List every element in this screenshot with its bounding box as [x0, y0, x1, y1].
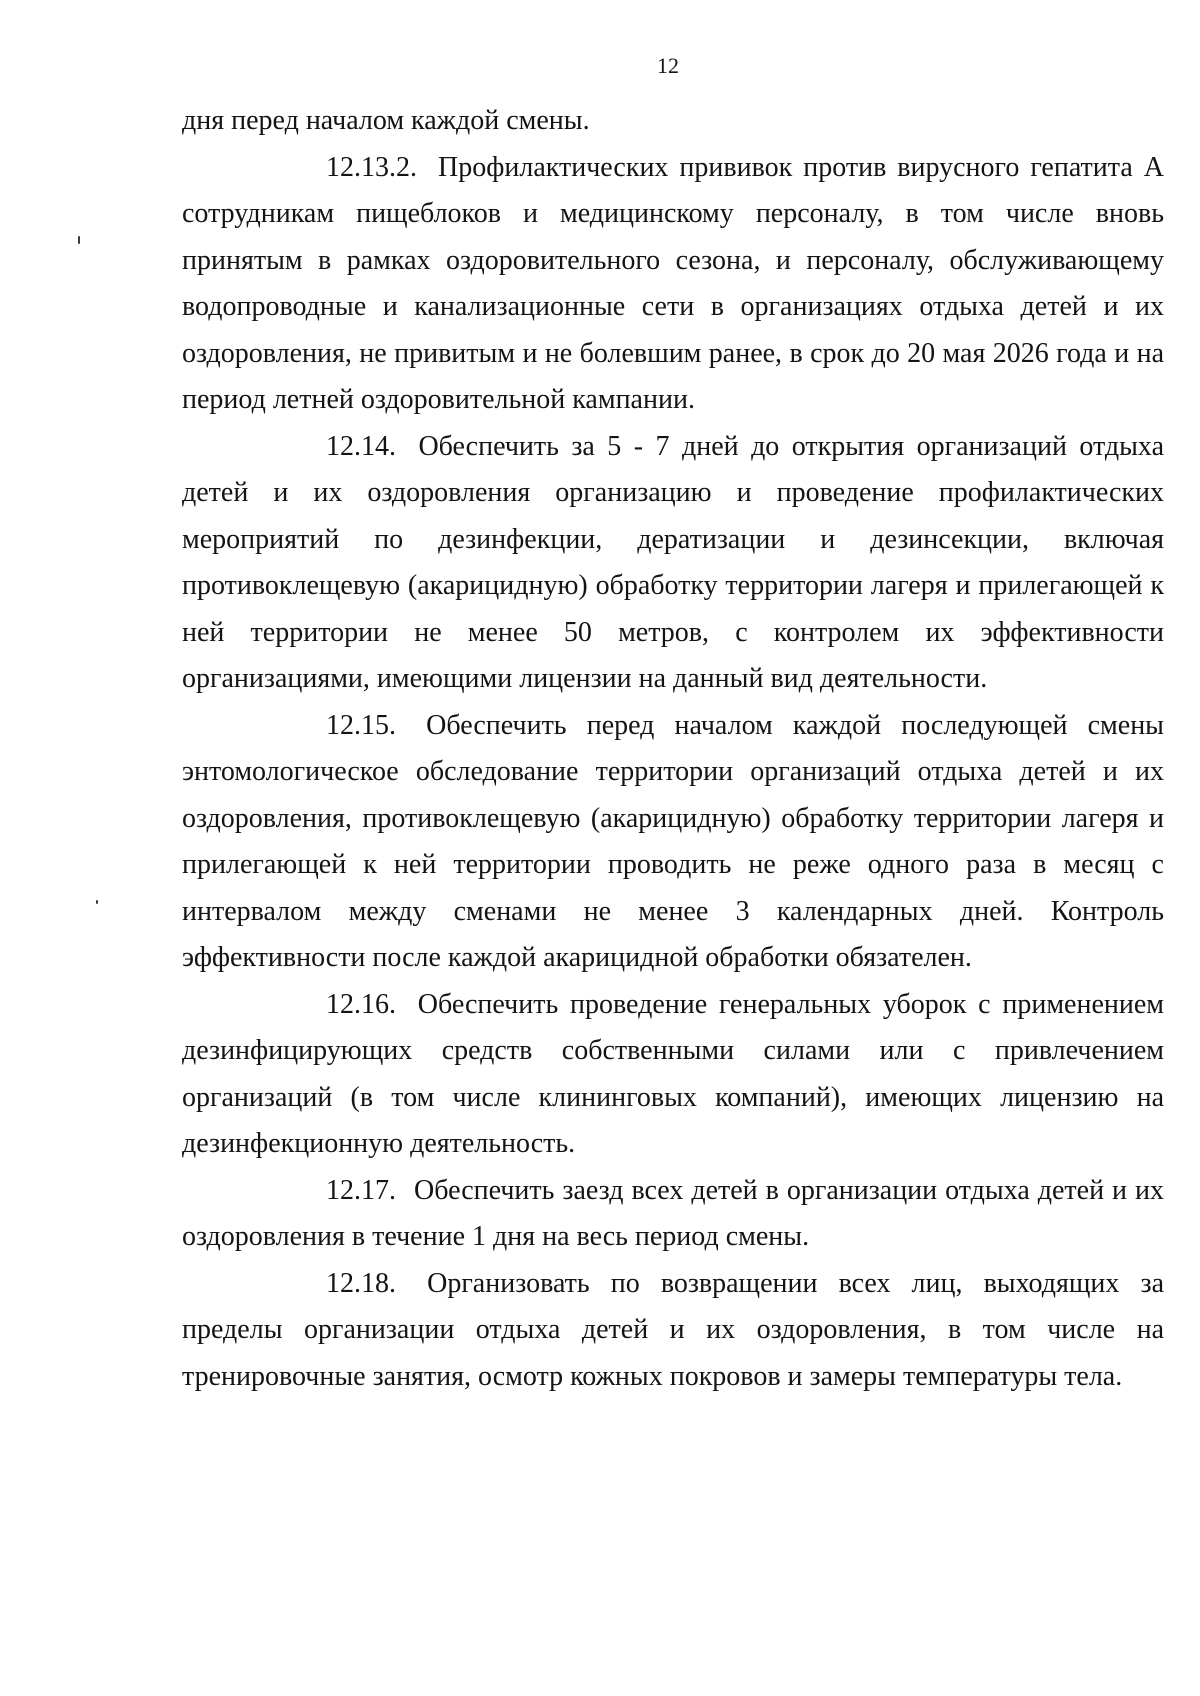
paragraph-12-14 — [182, 424, 1164, 703]
paragraph-number: 12.14. — [326, 430, 396, 462]
paragraph-12-13-2 — [182, 145, 1164, 424]
paragraph-number: 12.17. — [326, 1174, 396, 1206]
paragraph-text: Обеспечить заезд всех детей в организации отдыха детей и их оздоровления в течение 1 дня на весь период смены. — [182, 1174, 1164, 1252]
scan-artifact — [78, 236, 80, 244]
paragraph-number: 12.16. — [326, 988, 396, 1020]
paragraph-text: Обеспечить перед началом каждой последующей смены энтомологическое обследование территории организаций отдыха детей и их оздоровления, противоклещевую (акарицидную) обработку территории лагеря и прилегающей к ней территории проводить не реже одного раза в месяц с интервалом между сменами не менее 3 календарных дней. Контроль эффективности после каждой акарицидной обработки обязателен. — [182, 709, 1164, 973]
paragraph-text: Организовать по возвращении всех лиц, выходящих за пределы организации отдыха детей и их оздоровления, в том числе на тренировочные занятия, осмотр кожных покровов и замеры температуры тела. — [182, 1267, 1164, 1392]
paragraph-12-16 — [182, 982, 1164, 1168]
document-body — [182, 98, 1164, 1400]
paragraph-number: 12.15. — [326, 709, 396, 741]
paragraph-number: 12.18. — [326, 1267, 396, 1299]
paragraph-12-18 — [182, 1261, 1164, 1401]
paragraph-text: дня перед началом каждой смены. — [182, 105, 590, 136]
paragraph-12-17 — [182, 1168, 1164, 1261]
paragraph-number: 12.13.2. — [326, 151, 417, 183]
paragraph-text: Обеспечить за 5 - 7 дней до открытия организаций отдыха детей и их оздоровления организацию и проведение профилактических мероприятий по дезинфекции, дератизации и дезинсекции, включая противоклещевую (акарицидную) обработку территории лагеря и прилегающей к ней территории не менее 50 метров, с контролем их эффективности организациями, имеющими лицензии на данный вид деятельности. — [182, 430, 1164, 694]
paragraph-12-15 — [182, 703, 1164, 982]
paragraph-text: Обеспечить проведение генеральных уборок с применением дезинфицирующих средств собственными силами или с привлечением организаций (в том числе клининговых компаний), имеющих лицензию на дезинфекционную деятельность. — [182, 988, 1165, 1159]
scan-artifact — [96, 900, 98, 904]
paragraph-text: Профилактических прививок против вирусного гепатита А сотрудникам пищеблоков и медицинскому персоналу, в том числе вновь принятым в рамках оздоровительного сезона, и персоналу, обслуживающему водопроводные и канализационные сети в организациях отдыха детей и их оздоровления, не привитым и не болевшим ранее, в срок до 20 мая 2026 года и на период летней оздоровительной кампании. — [182, 151, 1164, 415]
paragraph-continuation — [182, 98, 1164, 145]
page-number: 12 — [657, 53, 679, 78]
